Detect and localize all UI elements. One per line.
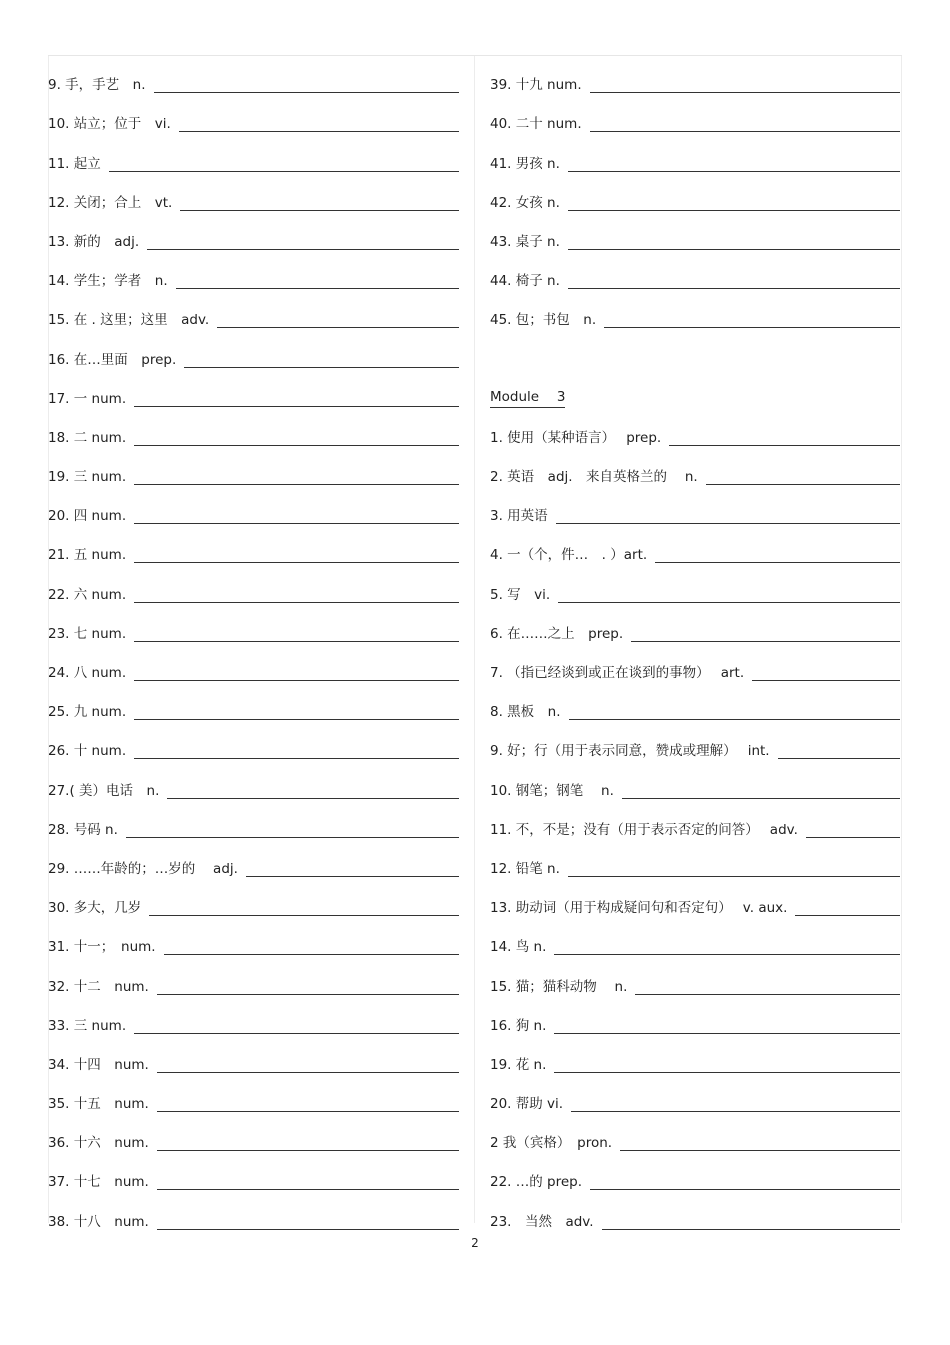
answer-blank[interactable]	[184, 366, 459, 368]
vocab-prompt: 19. 花 n.	[490, 1056, 547, 1073]
vocab-item	[490, 722, 900, 761]
vocab-prompt: 5. 写 vi.	[490, 586, 551, 603]
answer-blank[interactable]	[157, 1149, 459, 1151]
answer-blank[interactable]	[134, 444, 459, 446]
vocab-prompt: 45. 包；书包 n.	[490, 312, 597, 329]
vocab-item	[48, 252, 459, 291]
vocab-item	[490, 761, 900, 800]
vocab-item	[490, 879, 900, 918]
vocab-prompt: 38. 十八 num.	[48, 1213, 149, 1230]
vocab-item	[490, 605, 900, 644]
vocab-prompt: 24. 八 num.	[48, 665, 127, 681]
vocab-item	[48, 1114, 459, 1153]
vocab-prompt: 30. 多大，几岁	[48, 900, 142, 917]
page-number: 2	[471, 1236, 479, 1250]
vocab-item	[490, 957, 900, 996]
vocab-item	[490, 683, 900, 722]
vocab-item	[48, 370, 459, 409]
vocab-item	[490, 291, 900, 330]
vocab-prompt: 40. 二十 num.	[490, 116, 582, 133]
answer-blank[interactable]	[806, 836, 900, 838]
vocab-item	[48, 1036, 459, 1075]
vocab-prompt: 36. 十六 num.	[48, 1135, 149, 1152]
answer-blank[interactable]	[246, 875, 459, 877]
vocab-prompt: 15. 在 . 这里；这里 adv.	[48, 312, 210, 329]
vocab-item	[490, 252, 900, 291]
answer-blank[interactable]	[590, 1188, 900, 1190]
vocab-prompt: 20. 帮助 vi.	[490, 1096, 564, 1113]
vocab-item	[48, 487, 459, 526]
answer-blank[interactable]	[149, 914, 459, 916]
answer-blank[interactable]	[568, 170, 900, 172]
answer-blank[interactable]	[157, 1110, 459, 1112]
worksheet	[48, 55, 902, 1230]
vocab-item	[48, 1192, 459, 1231]
vocab-item	[48, 605, 459, 644]
vocab-item	[48, 291, 459, 330]
spacer	[490, 330, 900, 369]
vocab-prompt: 23. 七 num.	[48, 625, 127, 642]
vocab-item	[490, 801, 900, 840]
vocab-item	[48, 95, 459, 134]
answer-blank[interactable]	[134, 483, 459, 485]
vocab-prompt: 9. 手，手艺 n.	[48, 77, 146, 94]
vocab-prompt: 28. 号码 n.	[48, 821, 118, 838]
vocab-item	[490, 448, 900, 487]
answer-blank[interactable]	[556, 522, 900, 524]
vocab-item	[48, 761, 459, 800]
answer-blank[interactable]	[568, 875, 900, 877]
vocab-item	[48, 56, 459, 95]
answer-blank[interactable]	[157, 993, 459, 995]
answer-blank[interactable]	[176, 287, 459, 289]
vocab-prompt: 32. 十二 num.	[48, 978, 149, 995]
answer-blank[interactable]	[180, 209, 459, 211]
vocab-item	[490, 644, 900, 683]
right-border	[901, 56, 902, 1223]
answer-blank[interactable]	[706, 483, 900, 485]
vocab-prompt: 19. 三 num.	[48, 469, 127, 486]
answer-blank[interactable]	[635, 993, 900, 995]
module-heading	[490, 370, 900, 409]
answer-blank[interactable]	[554, 953, 900, 955]
answer-blank[interactable]	[134, 601, 459, 603]
vocab-prompt: 13. 新的 adj.	[48, 233, 140, 250]
answer-blank[interactable]	[568, 287, 900, 289]
vocab-prompt: 15. 猫；猫科动物 n.	[490, 978, 628, 995]
answer-blank[interactable]	[167, 797, 459, 799]
vocab-prompt: 12. 铅笔 n.	[490, 860, 560, 877]
answer-blank[interactable]	[669, 444, 900, 446]
right-column	[490, 56, 900, 1232]
vocab-prompt: 11. 起立	[48, 155, 101, 172]
module-heading-label: Module 3	[490, 385, 565, 408]
vocab-item	[490, 409, 900, 448]
answer-blank[interactable]	[620, 1149, 900, 1151]
vocab-item	[490, 1036, 900, 1075]
vocab-item	[490, 1153, 900, 1192]
answer-blank[interactable]	[179, 130, 459, 132]
vocab-item	[48, 683, 459, 722]
answer-blank[interactable]	[604, 326, 900, 328]
vocab-prompt: 2 我（宾格） pron.	[490, 1135, 613, 1152]
vocab-prompt: 6. 在……之上 prep.	[490, 625, 624, 642]
vocab-item	[48, 448, 459, 487]
vocab-prompt: 41. 男孩 n.	[490, 155, 560, 172]
vocab-item	[48, 879, 459, 918]
vocab-item	[490, 134, 900, 173]
answer-blank[interactable]	[157, 1228, 459, 1230]
vocab-item	[48, 918, 459, 957]
vocab-item	[490, 174, 900, 213]
answer-blank[interactable]	[157, 1188, 459, 1190]
vocab-item	[48, 1153, 459, 1192]
answer-blank[interactable]	[622, 797, 900, 799]
vocab-prompt: 27.( 美）电话 n.	[48, 782, 160, 799]
answer-blank[interactable]	[164, 953, 459, 955]
answer-blank[interactable]	[147, 248, 459, 250]
vocab-item	[48, 526, 459, 565]
answer-blank[interactable]	[134, 757, 459, 759]
answer-blank[interactable]	[134, 1032, 459, 1034]
vocab-prompt: 20. 四 num.	[48, 508, 127, 525]
answer-blank[interactable]	[134, 679, 459, 681]
answer-blank[interactable]	[134, 718, 459, 720]
vocab-item	[48, 409, 459, 448]
vocab-item	[490, 997, 900, 1036]
vocab-item	[490, 56, 900, 95]
answer-blank[interactable]	[778, 757, 900, 759]
vocab-item	[490, 526, 900, 565]
vocab-item	[48, 801, 459, 840]
vocab-item	[490, 1075, 900, 1114]
vocab-prompt: 31. 十一； num.	[48, 939, 156, 956]
vocab-prompt: 39. 十九 num.	[490, 77, 582, 94]
vocab-item	[48, 722, 459, 761]
vocab-item	[48, 174, 459, 213]
vocab-prompt: 18. 二 num.	[48, 429, 127, 446]
vocab-item	[48, 644, 459, 683]
answer-blank[interactable]	[631, 640, 900, 642]
answer-blank[interactable]	[554, 1032, 900, 1034]
answer-blank[interactable]	[157, 1071, 459, 1073]
vocab-prompt: 35. 十五 num.	[48, 1096, 149, 1113]
vocab-prompt: 23. 当然 adv.	[490, 1213, 594, 1230]
vocab-prompt: 25. 九 num.	[48, 704, 127, 721]
vocab-prompt: 14. 学生；学者 n.	[48, 273, 168, 290]
vocab-item	[490, 213, 900, 252]
vocab-prompt: 22. …的 prep.	[490, 1174, 583, 1191]
vocab-item	[48, 840, 459, 879]
vocab-prompt: 21. 五 num.	[48, 547, 127, 564]
answer-blank[interactable]	[109, 170, 459, 172]
vocab-prompt: 16. 狗 n.	[490, 1017, 547, 1034]
vocab-prompt: 8. 黑板 n.	[490, 704, 561, 721]
vocab-item	[48, 957, 459, 996]
answer-blank[interactable]	[568, 209, 900, 211]
vocab-prompt: 1. 使用（某种语言） prep.	[490, 429, 662, 446]
vocab-prompt: 14. 鸟 n.	[490, 939, 547, 956]
vocab-prompt: 26. 十 num.	[48, 743, 127, 760]
vocab-prompt: 17. 一 num.	[48, 390, 127, 407]
answer-blank[interactable]	[602, 1228, 900, 1230]
answer-blank[interactable]	[126, 836, 459, 838]
answer-blank[interactable]	[134, 561, 459, 563]
vocab-prompt: 10. 钢笔；钢笔 n.	[490, 782, 614, 799]
answer-blank[interactable]	[134, 522, 459, 524]
vocab-item	[490, 487, 900, 526]
answer-blank[interactable]	[569, 718, 900, 720]
vocab-prompt: 2. 英语 adj. 来自英格兰的 n.	[490, 469, 698, 486]
answer-blank[interactable]	[590, 91, 900, 93]
vocab-prompt: 11. 不，不是；没有（用于表示否定的问答） adv.	[490, 821, 798, 838]
vocab-prompt: 4. 一（个，件… . ）art.	[490, 547, 648, 564]
answer-blank[interactable]	[134, 640, 459, 642]
vocab-prompt: 34. 十四 num.	[48, 1056, 149, 1073]
vocab-item	[490, 918, 900, 957]
answer-blank[interactable]	[795, 914, 900, 916]
vocab-prompt: 9. 好；行（用于表示同意，赞成或理解） int.	[490, 743, 770, 760]
vocab-item	[490, 1192, 900, 1231]
vocab-prompt: 16. 在…里面 prep.	[48, 351, 177, 368]
vocab-item	[48, 134, 459, 173]
answer-blank[interactable]	[217, 326, 459, 328]
left-column	[48, 56, 459, 1232]
answer-blank[interactable]	[154, 91, 459, 93]
answer-blank[interactable]	[752, 679, 900, 681]
vocab-prompt: 13. 助动词（用于构成疑问句和否定句） v. aux.	[490, 900, 788, 917]
vocab-item	[48, 1075, 459, 1114]
answer-blank[interactable]	[571, 1110, 900, 1112]
vocab-prompt: 7. （指已经谈到或正在谈到的事物） art.	[490, 665, 745, 681]
vocab-item	[490, 565, 900, 604]
vocab-prompt: 22. 六 num.	[48, 586, 127, 603]
vocab-item	[48, 565, 459, 604]
vocab-item	[490, 1114, 900, 1153]
vocab-prompt: 37. 十七 num.	[48, 1174, 149, 1191]
vocab-item	[490, 840, 900, 879]
vocab-prompt: 43. 桌子 n.	[490, 233, 560, 250]
vocab-prompt: 29. ……年龄的；…岁的 adj.	[48, 860, 238, 877]
vocab-prompt: 12. 关闭；合上 vt.	[48, 194, 173, 211]
vocab-prompt: 33. 三 num.	[48, 1017, 127, 1034]
vocab-item	[48, 213, 459, 252]
answer-blank[interactable]	[554, 1071, 900, 1073]
vocab-prompt: 44. 椅子 n.	[490, 273, 560, 290]
answer-blank[interactable]	[568, 248, 900, 250]
vocab-item	[490, 95, 900, 134]
vocab-prompt: 42. 女孩 n.	[490, 194, 560, 211]
answer-blank[interactable]	[134, 405, 459, 407]
answer-blank[interactable]	[655, 561, 900, 563]
vocab-prompt: 3. 用英语	[490, 508, 548, 525]
vocab-item	[48, 330, 459, 369]
vocab-prompt: 10. 站立；位于 vi.	[48, 116, 171, 133]
answer-blank[interactable]	[558, 601, 900, 603]
vocab-item	[48, 997, 459, 1036]
column-divider	[474, 56, 475, 1223]
answer-blank[interactable]	[590, 130, 900, 132]
